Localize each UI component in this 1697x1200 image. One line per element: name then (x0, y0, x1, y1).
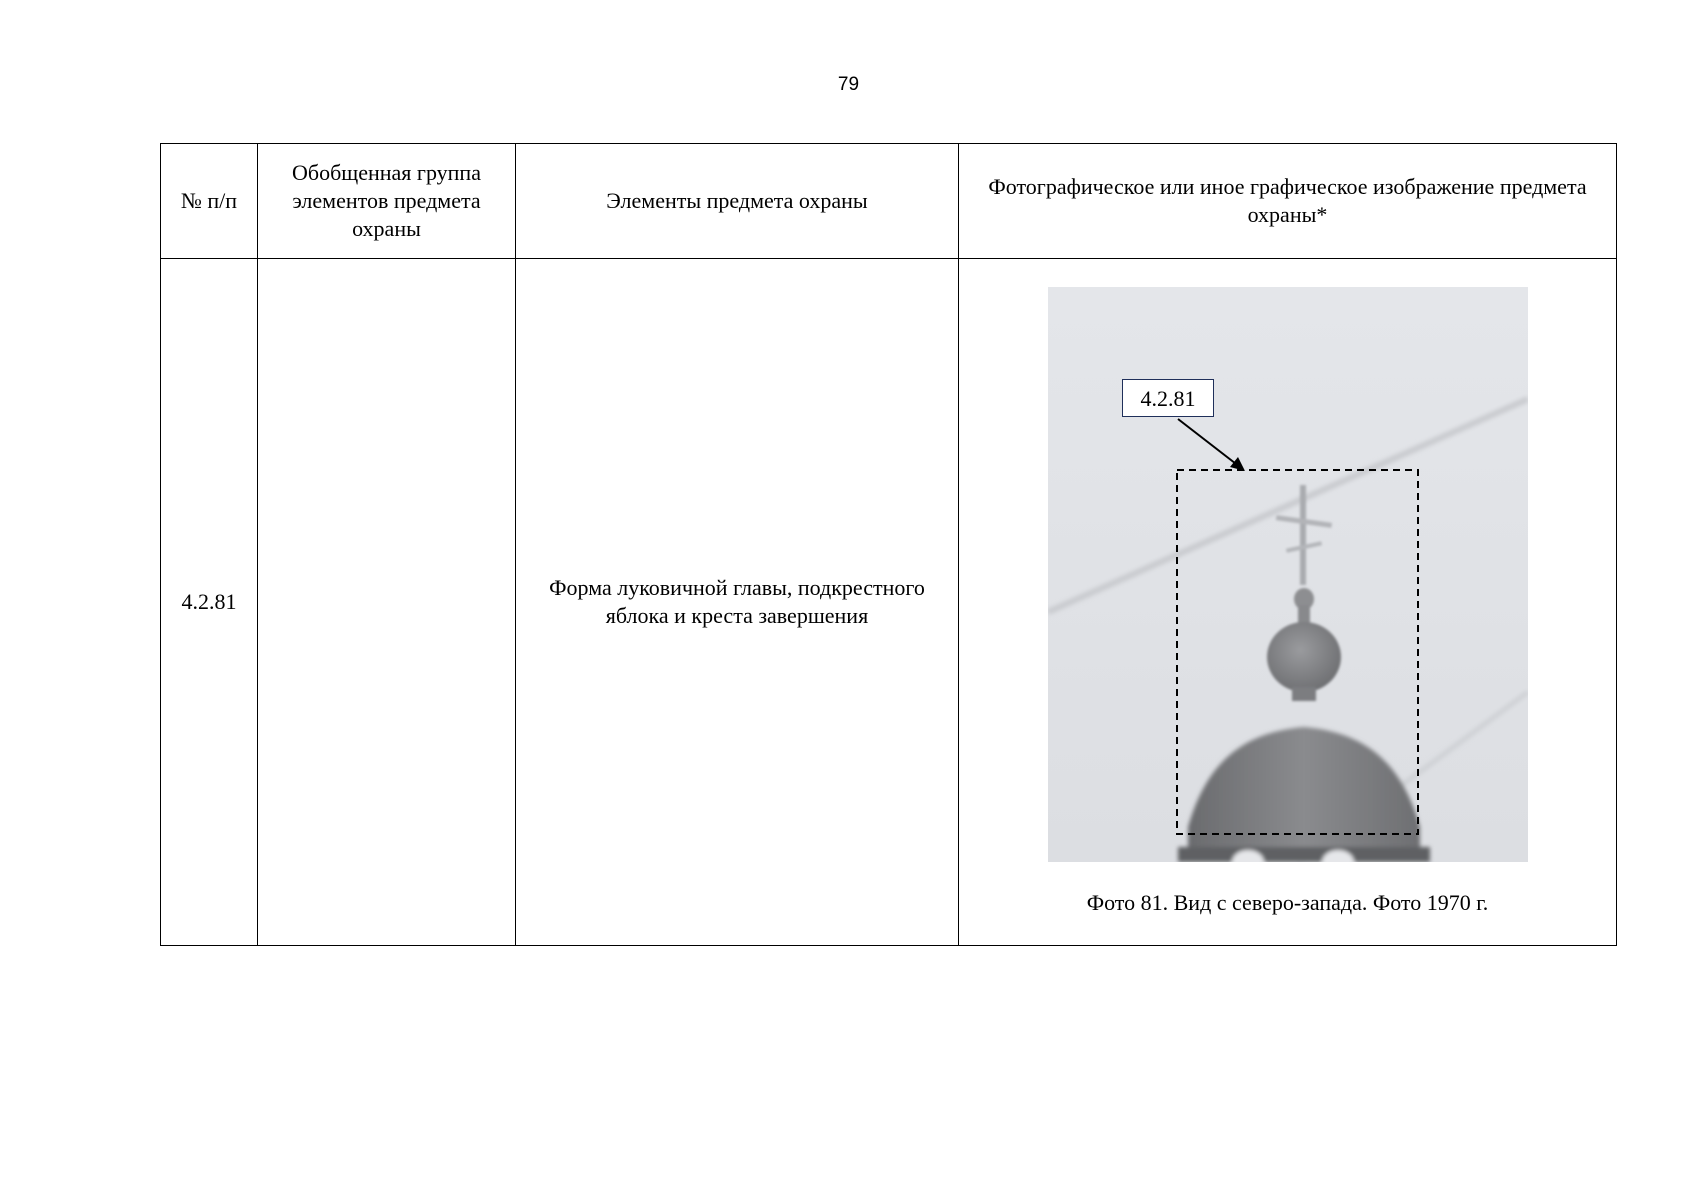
row-group (258, 259, 516, 946)
row-elements: Форма луковичной главы, подкрестного яблока и креста завершения (516, 259, 959, 946)
protection-table (160, 143, 1617, 946)
row-photo-cell (959, 259, 1617, 946)
table-header-row (161, 144, 1617, 259)
header-num: № п/п (161, 144, 258, 259)
header-elements: Элементы предмета охраны (516, 144, 959, 259)
row-num: 4.2.81 (161, 259, 258, 946)
header-photo: Фотографическое или иное графическое изображение предмета охраны* (959, 144, 1617, 259)
photo-caption: Фото 81. Вид с северо-запада. Фото 1970 г. (1086, 890, 1489, 915)
photo-figure (1048, 287, 1528, 862)
photo-callout-label: 4.2.81 (1122, 379, 1214, 417)
page-number: 79 (837, 74, 860, 95)
dome-photo (1048, 287, 1528, 862)
table-row (161, 259, 1617, 946)
header-group: Обобщенная группа элементов предмета охраны (258, 144, 516, 259)
